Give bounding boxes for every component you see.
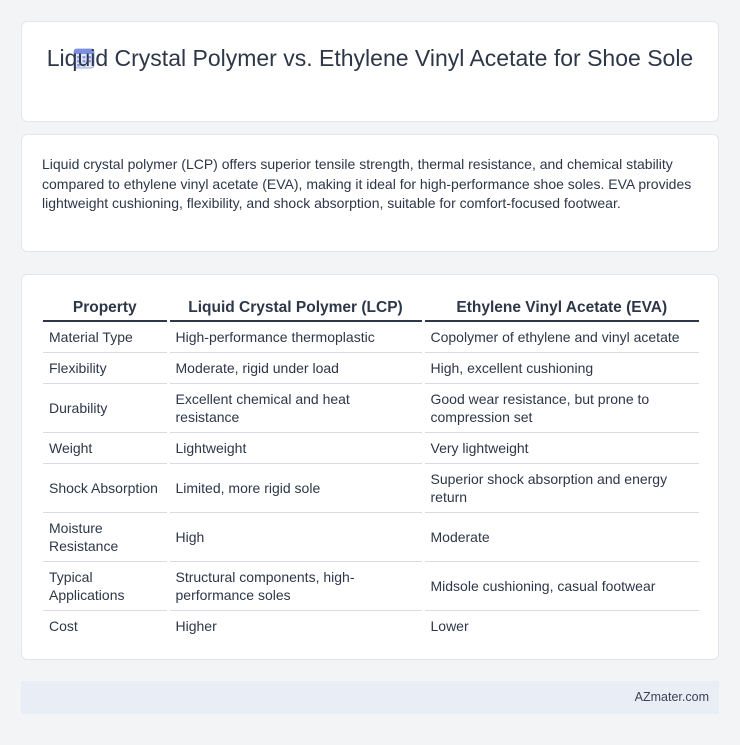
property-cell: Cost (43, 610, 168, 641)
table-row (43, 463, 699, 512)
header-property: Property (43, 295, 168, 321)
eva-cell: Midsole cushioning, casual footwear (423, 561, 699, 610)
title-card (21, 21, 719, 122)
property-cell: Flexibility (43, 352, 168, 383)
eva-cell: Copolymer of ethylene and vinyl acetate (423, 321, 699, 352)
table-row (43, 561, 699, 610)
lcp-cell: High (168, 512, 423, 561)
intro-card (21, 134, 719, 252)
property-cell: Moisture Resistance (43, 512, 168, 561)
table-row (43, 321, 699, 352)
header-lcp: Liquid Crystal Polymer (LCP) (168, 295, 423, 321)
eva-cell: Moderate (423, 512, 699, 561)
table-row (43, 610, 699, 641)
footer-brand: AZmater.com (634, 690, 709, 704)
property-cell: Shock Absorption (43, 463, 168, 512)
lcp-cell: High-performance thermoplastic (168, 321, 423, 352)
property-cell: Typical Applications (43, 561, 168, 610)
table-row (43, 383, 699, 432)
lcp-cell: Excellent chemical and heat resistance (168, 383, 423, 432)
lcp-cell: Limited, more rigid sole (168, 463, 423, 512)
table-row (43, 512, 699, 561)
table-header-row (43, 295, 699, 321)
footer-bar (21, 681, 719, 714)
comparison-table-card (21, 274, 719, 660)
table-row (43, 352, 699, 383)
eva-cell: High, excellent cushioning (423, 352, 699, 383)
lcp-cell: Higher (168, 610, 423, 641)
eva-cell: Superior shock absorption and energy return (423, 463, 699, 512)
lcp-cell: Lightweight (168, 432, 423, 463)
table-row (43, 432, 699, 463)
comparison-table (43, 295, 699, 641)
lcp-cell: Moderate, rigid under load (168, 352, 423, 383)
property-cell: Weight (43, 432, 168, 463)
eva-cell: Very lightweight (423, 432, 699, 463)
eva-cell: Lower (423, 610, 699, 641)
lcp-cell: Structural components, high-performance soles (168, 561, 423, 610)
page-title: Liquid Crystal Polymer vs. Ethylene Vinyl Acetate for Shoe Sole (46, 45, 694, 71)
intro-paragraph: Liquid crystal polymer (LCP) offers superior tensile strength, thermal resistance, and chemical stability compared to ethylene vinyl acetate (EVA), making it ideal for high-performance shoe soles. EVA provides lightweight cushioning, flexibility, and shock absorption, suitable for comfort-focused footwear. (42, 156, 692, 211)
property-cell: Durability (43, 383, 168, 432)
header-eva: Ethylene Vinyl Acetate (EVA) (423, 295, 699, 321)
eva-cell: Good wear resistance, but prone to compression set (423, 383, 699, 432)
property-cell: Material Type (43, 321, 168, 352)
